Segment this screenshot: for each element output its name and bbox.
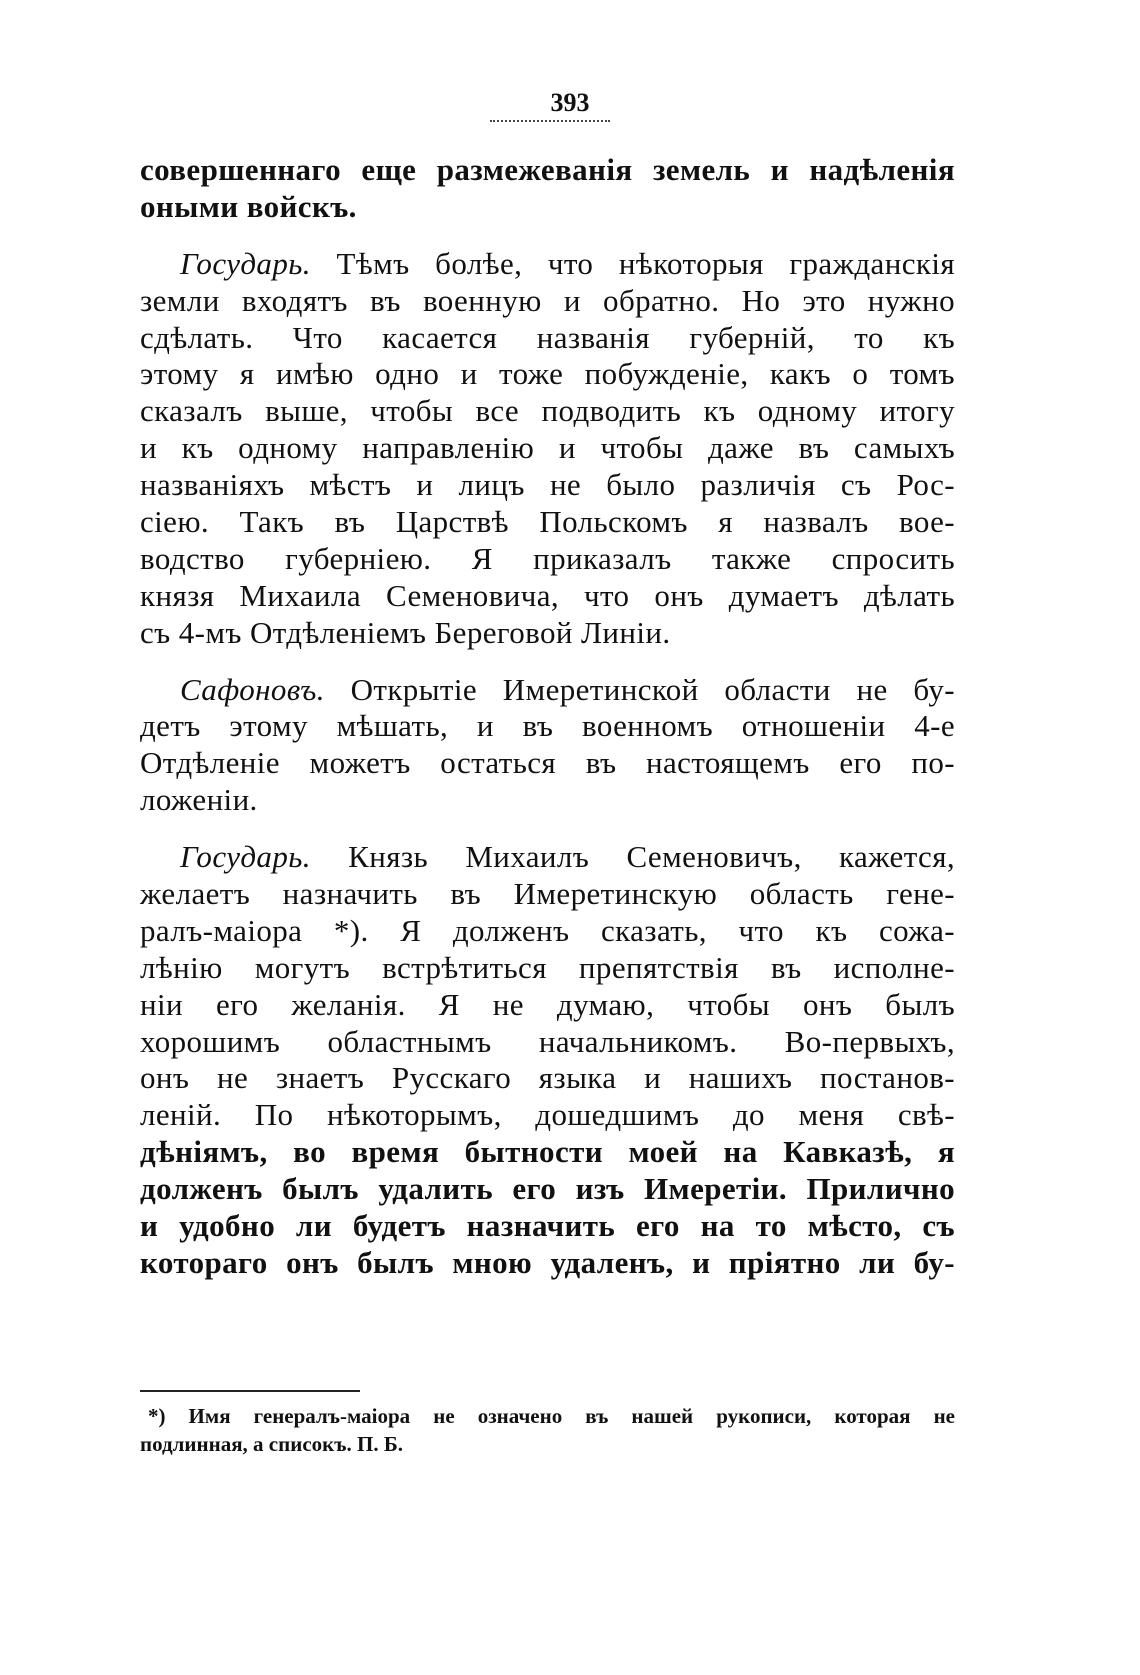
- text-line: сказалъ выше, чтобы все подводить къ одному итогу: [140, 393, 955, 429]
- text-line: ралъ-маіора *). Я долженъ сказать, что къ сожа-: [140, 912, 955, 948]
- speaker-name: Государь.: [180, 245, 311, 281]
- footnote: [140, 1402, 955, 1458]
- text-line: лѣнію могутъ встрѣтиться препятствія въ исполне-: [140, 949, 955, 985]
- text-line: Тѣмъ болѣе, что нѣкоторыя гражданскія: [336, 245, 955, 281]
- text-line: съ 4-мъ Отдѣленіемъ Береговой Линіи.: [140, 614, 671, 650]
- text-line: дѣніямъ, во время бытности моей на Кавказѣ, я: [140, 1134, 955, 1170]
- paragraph-safonov: [140, 672, 955, 820]
- text-line: князя Михаила Семеновича, что онъ думаетъ дѣлать: [140, 577, 955, 613]
- text-line: котораго онъ былъ мною удаленъ, и пріятно ли бу-: [140, 1244, 955, 1280]
- text-line: леній. По нѣкоторымъ, дошедшимъ до меня свѣ-: [140, 1097, 955, 1133]
- speaker-name: Сафоновъ.: [180, 671, 325, 707]
- text-line: сіею. Такъ въ Царствѣ Польскомъ я назвалъ вое-: [140, 504, 955, 540]
- text-line-with-speaker: [140, 672, 955, 709]
- footnote-line: *) Имя генералъ-маіора не означено въ нашей рукописи, которая не: [148, 1404, 955, 1428]
- text-line: долженъ былъ удалить его изъ Имеретіи. Прилично: [140, 1171, 955, 1207]
- text-line: Открытіе Имеретинской области не бу-: [350, 671, 956, 707]
- text-line: и удобно ли будетъ назначить его на то мѣсто, съ: [140, 1208, 955, 1244]
- text-line: Отдѣленіе можетъ остаться въ настоящемъ его по-: [140, 745, 955, 781]
- page-number-ornament: [490, 120, 610, 122]
- paragraph-gosudar-1: [140, 246, 955, 652]
- text-line: водство губерніею. Я приказалъ также спросить: [140, 540, 955, 576]
- text-line: сдѣлать. Что касается названія губерній, то къ: [140, 319, 955, 355]
- footnote-line: подлинная, а списокъ. П. Б.: [140, 1432, 403, 1456]
- text-line: детъ этому мѣшать, и въ военномъ отношеніи 4-е: [140, 708, 955, 744]
- text-line-with-speaker: [140, 246, 955, 283]
- body-text: [140, 152, 955, 1282]
- text-line: ніи его желанія. Я не думаю, чтобы онъ былъ: [140, 986, 955, 1022]
- text-line: онъ не знаетъ Русскаго языка и нашихъ постанов-: [140, 1060, 955, 1096]
- text-line: совершеннаго еще размежеванія земель и надѣленія: [140, 152, 955, 187]
- page-number: 393: [550, 88, 590, 117]
- text-line: хорошимъ областнымъ начальникомъ. Во-первыхъ,: [140, 1023, 955, 1059]
- text-line: и къ одному направленію и чтобы даже въ самыхъ: [140, 430, 955, 466]
- paragraph-continuation: [140, 152, 955, 226]
- text-line: земли входятъ въ военную и обратно. Но это нужно: [140, 282, 955, 318]
- paragraph-gosudar-2: [140, 839, 955, 1282]
- text-line-with-speaker: [140, 839, 955, 876]
- text-line: Князь Михаилъ Семеновичъ, кажется,: [348, 839, 956, 875]
- speaker-name: Государь.: [180, 839, 311, 875]
- text-line: оными войскъ.: [140, 188, 357, 224]
- text-line: ложеніи.: [140, 782, 258, 818]
- text-line: названіяхъ мѣстъ и лицъ не было различія съ Рос-: [140, 467, 955, 503]
- footnote-rule: [140, 1390, 360, 1392]
- text-line: желаетъ назначить въ Имеретинскую область гене-: [140, 876, 955, 912]
- text-line: этому я имѣю одно и тоже побужденіе, какъ о томъ: [140, 356, 955, 392]
